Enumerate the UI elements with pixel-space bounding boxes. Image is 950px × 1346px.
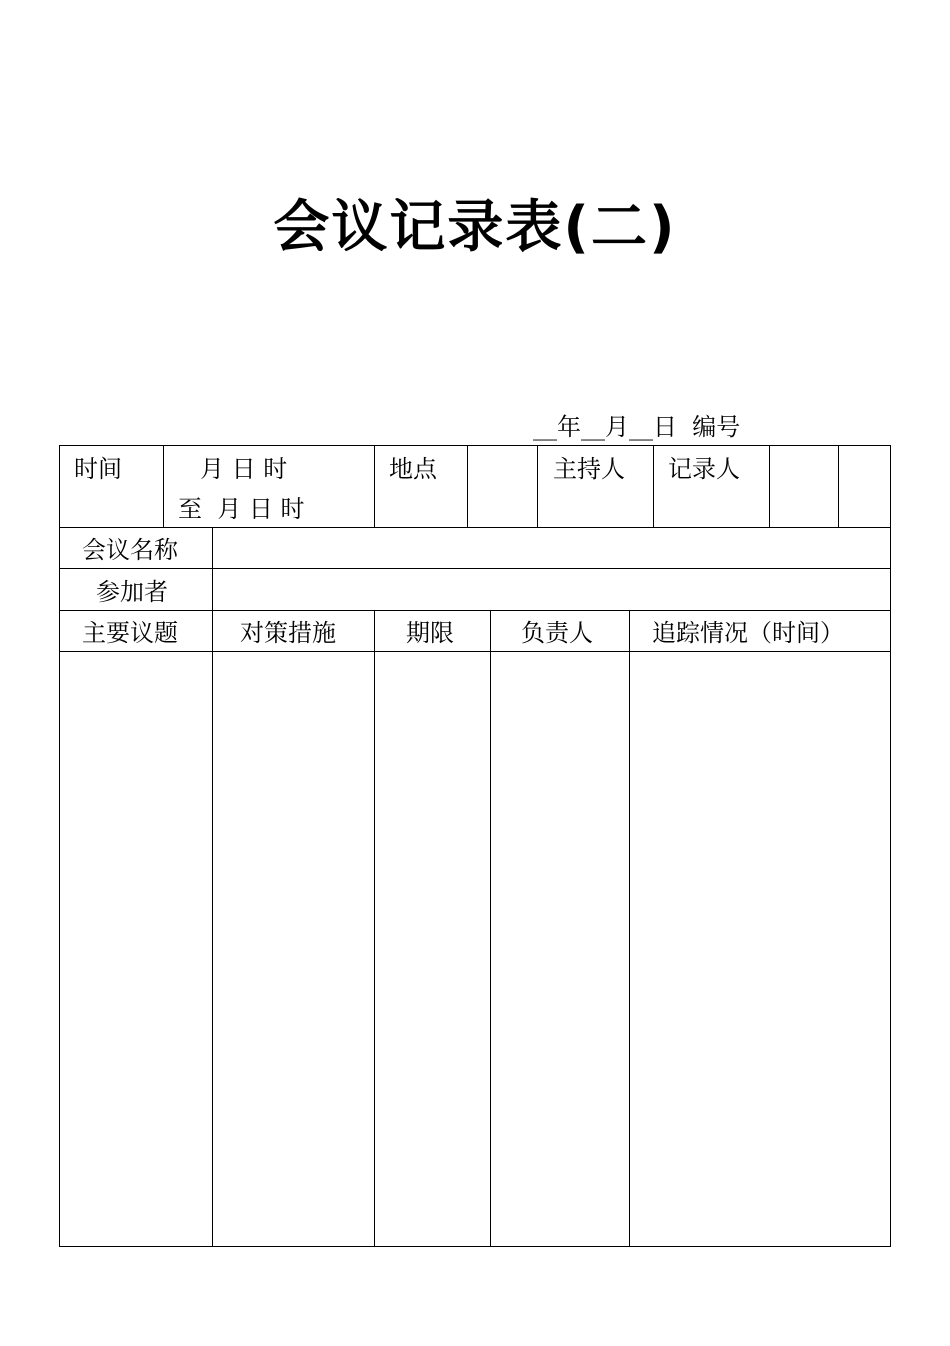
document-title: 会议记录表(二): [273, 195, 677, 260]
meeting-name-label: 会议名称: [82, 536, 178, 564]
row-divider: [59, 610, 891, 611]
participants-label: 参加者: [96, 578, 168, 606]
col-divider: [212, 527, 213, 610]
col-divider: [838, 445, 839, 527]
col-divider: [467, 445, 468, 527]
col-divider: [769, 445, 770, 527]
meeting-record-table: [59, 445, 891, 1247]
col-divider: [212, 610, 213, 1247]
col-divider: [490, 610, 491, 1247]
col-divider: [653, 445, 654, 527]
recorder-label: 记录人: [668, 455, 740, 483]
time-from: 月 日 时: [200, 455, 288, 483]
time-label: 时间: [74, 455, 122, 483]
col-header-tracking: 追踪情况（时间）: [652, 619, 844, 647]
col-header-deadline: 期限: [406, 619, 454, 647]
row-divider: [59, 568, 891, 569]
col-divider: [374, 445, 375, 527]
date-number-line: __年__月__日 编号: [533, 413, 741, 441]
place-label: 地点: [389, 455, 437, 483]
col-divider: [629, 610, 630, 1247]
host-label: 主持人: [553, 455, 625, 483]
col-header-measures: 对策措施: [240, 619, 336, 647]
time-to: 至 月 日 时: [178, 495, 305, 523]
row-divider: [59, 651, 891, 652]
col-divider: [163, 445, 164, 527]
col-divider: [374, 610, 375, 1247]
col-header-topic: 主要议题: [82, 619, 178, 647]
row-divider: [59, 527, 891, 528]
col-header-owner: 负责人: [521, 619, 593, 647]
col-divider: [537, 445, 538, 527]
